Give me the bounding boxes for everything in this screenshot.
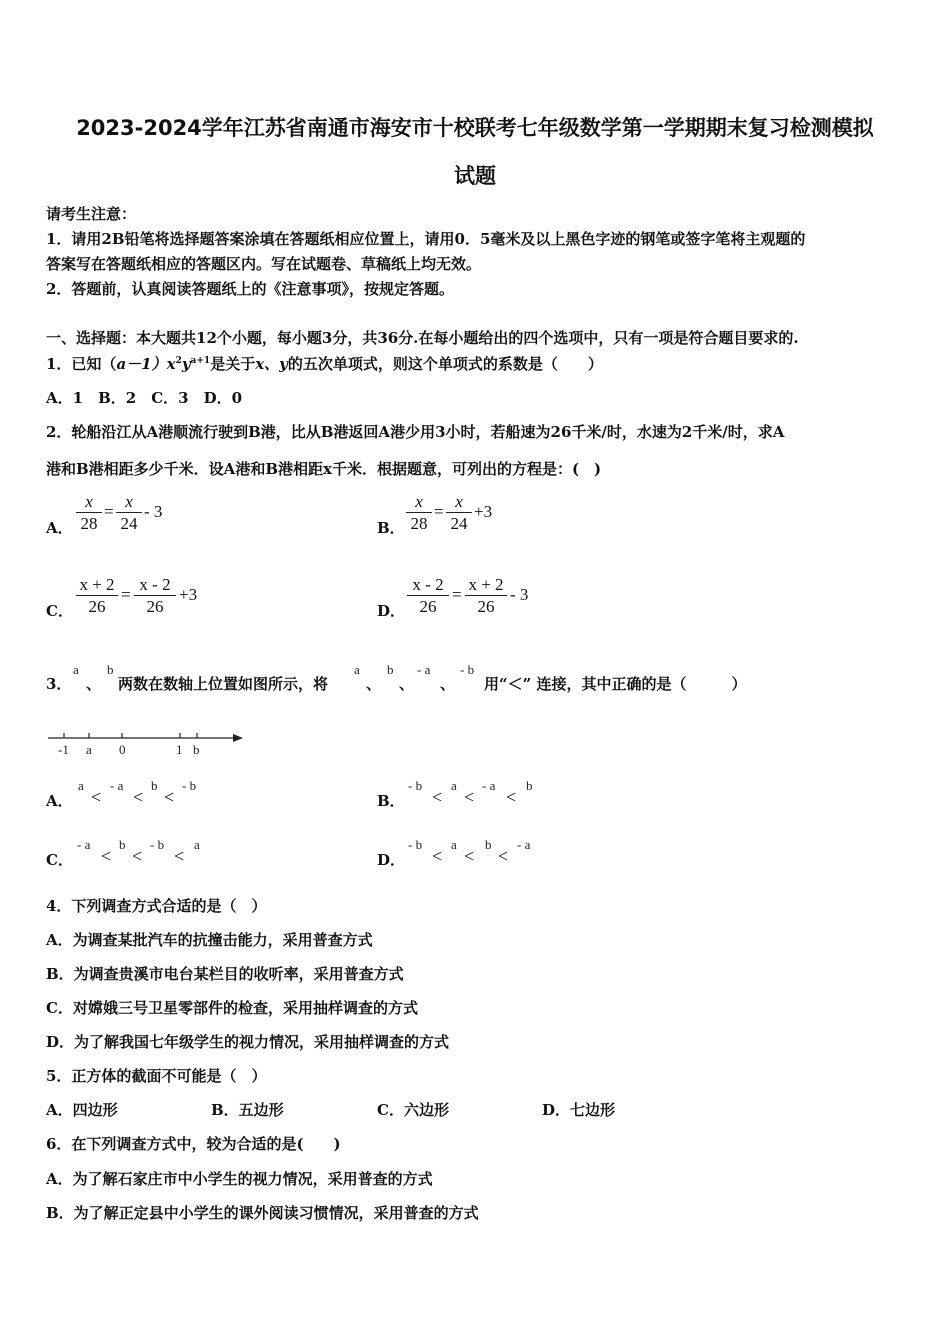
q3-a-lt-1: < [91,787,102,807]
q2-c-fraction-2: x - 2 26 [134,575,176,618]
q3-sep-3: 、 [399,675,415,693]
q3-var-neg-a: - a [417,662,431,677]
q1-suffix: 是关于 [210,355,256,373]
q2-d-rest: - 3 [510,585,529,604]
q3-option-c-label: C． [46,851,73,869]
axis-label-0: 0 [119,742,126,757]
q2-b-fraction-1: x 28 [406,492,432,535]
q3-d-lt-2: < [464,846,475,866]
q6-option-b: B．为了解正定县中小学生的课外阅读习惯情况，采用普查的方式 [46,1204,479,1222]
q5-option-c: C．六边形 [377,1101,449,1119]
q1-x-exp: 2 [175,356,182,366]
q2-d-fraction-1: x - 2 26 [407,575,449,618]
axis-label-1: 1 [176,742,183,757]
notice-item-2: 2．答题前，认真阅读答题纸上的《注意事项》，按规定答题。 [46,280,454,298]
q3-c-term-2: b [119,837,126,852]
q2-c-equals: = [121,585,131,604]
q3-b-lt-1: < [432,787,443,807]
number-line-arrow-icon [233,734,243,742]
q3-b-lt-3: < [506,787,517,807]
q2-option-c-label: C． [46,602,73,620]
q2-option-a-label: A． [46,519,73,537]
q3-d-term-2: a [451,837,457,852]
q3-var-b: b [107,662,114,677]
q3-b-term-4: b [526,778,533,793]
page-title-line2: 试题 [454,164,496,188]
q3-a-lt-2: < [133,787,144,807]
number-line [40,722,250,762]
q2-option-d-label: D． [377,602,406,620]
question-2-cont: 港和B港相距多少千米．设A港和B港相距x千米．根据题意，可列出的方程是：( ) [46,460,602,478]
q2-b-equals: = [434,502,444,521]
q2-a-rest: - 3 [144,502,163,521]
q4-option-a: A．为调查某批汽车的抗撞击能力，采用普查方式 [46,931,373,949]
q1-y: y [181,355,191,373]
q3-option-d-label: D． [377,851,406,869]
question-5: 5．正方体的截面不可能是（ ） [46,1067,267,1085]
q3-number: 3． [46,675,72,693]
q3-d-lt-1: < [432,846,443,866]
q3-c-term-3: - b [150,837,165,852]
notice-item-1-cont: 答案写在答题纸相应的答题区内。写在试题卷、草稿纸上均无效。 [46,255,482,273]
q3-b-lt-2: < [464,787,475,807]
q3-text-2: 用“＜” 连接，其中正确的是（ ） [484,675,747,693]
notice-item-1: 1．请用2B铅笔将选择题答案涂填在答题纸相应位置上，请用0．5毫米及以上黑色字迹的钢笔或签字笔将主观题的 [46,230,806,248]
q3-d-term-3: b [485,837,492,852]
axis-label-b: b [193,742,200,757]
q2-a-fraction-2: x 24 [116,492,142,535]
q3-c-term-4: a [194,837,200,852]
q3-sep-2: 、 [366,675,382,693]
q3-var-neg-b: - b [460,662,475,677]
q3-option-a-label: A． [46,792,73,810]
q3-a-term-2: - a [110,778,124,793]
notice-heading: 请考生注意： [46,205,137,223]
q3-text-1: 两数在数轴上位置如图所示，将 [118,675,329,693]
q3-var-b-2: b [387,662,394,677]
q3-a-term-1: a [78,778,84,793]
q3-a-lt-3: < [164,787,175,807]
q3-c-lt-1: < [101,846,112,866]
question-6: 6．在下列调查方式中，较为合适的是( ) [46,1135,341,1153]
q5-option-d: D．七边形 [542,1101,616,1119]
q3-d-term-1: - b [408,837,423,852]
q3-a-term-4: - b [182,778,197,793]
q2-a-fraction-1: x 28 [76,492,102,535]
q3-option-b-label: B． [377,792,405,810]
axis-label-a: a [86,742,92,757]
q2-c-rest: +3 [179,585,198,604]
q3-b-term-3: - a [482,778,496,793]
q3-b-term-2: a [451,778,457,793]
q3-d-term-4: - a [517,837,531,852]
q3-a-term-3: b [151,778,158,793]
q3-var-a-2: a [354,662,360,677]
q2-option-b-label: B． [377,519,405,537]
q6-option-a: A．为了解石家庄市中小学生的视力情况，采用普查的方式 [46,1170,433,1188]
q1-options: A．1 B．2 C．3 D．0 [46,389,243,407]
q1-vars: x、y [255,355,288,373]
q2-a-equals: = [104,502,114,521]
q3-sep-4: 、 [440,675,456,693]
q4-option-d: D．为了解我国七年级学生的视力情况，采用抽样调查的方式 [46,1033,450,1051]
q2-c-fraction-1: x + 2 26 [76,575,118,618]
q1-a-term: a－1） [116,355,167,373]
q2-b-rest: +3 [474,502,493,521]
q2-b-fraction-2: x 24 [446,492,472,535]
q1-tail: 的五次单项式，则这个单项式的系数是（ ） [287,355,603,373]
q3-c-lt-3: < [174,846,185,866]
page-title: 2023-2024学年江苏省南通市海安市十校联考七年级数学第一学期期末复习检测模拟 [76,116,874,140]
q1-prefix: 1．已知（ [46,355,117,373]
q3-var-a: a [73,662,79,677]
q3-b-term-1: - b [408,778,423,793]
q1-x: x [166,355,176,373]
q3-sep-1: 、 [86,675,102,693]
q4-option-b: B．为调查贵溪市电台某栏目的收听率，采用普查方式 [46,965,404,983]
section-heading: 一、选择题：本大题共12个小题，每小题3分，共36分.在每小题给出的四个选项中，只有一项是符合题目要求的. [46,329,799,347]
q1-y-exp: a+1 [190,356,211,366]
q5-option-a: A．四边形 [46,1101,118,1119]
q3-c-lt-2: < [132,846,143,866]
q3-c-term-1: - a [77,837,91,852]
axis-label-neg-1: -1 [58,742,69,757]
q5-option-b: B．五边形 [211,1101,284,1119]
question-2: 2．轮船沿江从A港顺流行驶到B港，比从B港返回A港少用3小时，若船速为26千米/时，水速为2千米/时，求A [46,423,785,441]
q3-d-lt-3: < [498,846,509,866]
q2-d-fraction-2: x + 2 26 [465,575,507,618]
question-1 [46,353,603,374]
q2-d-equals: = [452,585,462,604]
question-4: 4．下列调查方式合适的是（ ） [46,897,267,915]
q4-option-c: C．对嫦娥三号卫星零部件的检查，采用抽样调查的方式 [46,999,418,1017]
